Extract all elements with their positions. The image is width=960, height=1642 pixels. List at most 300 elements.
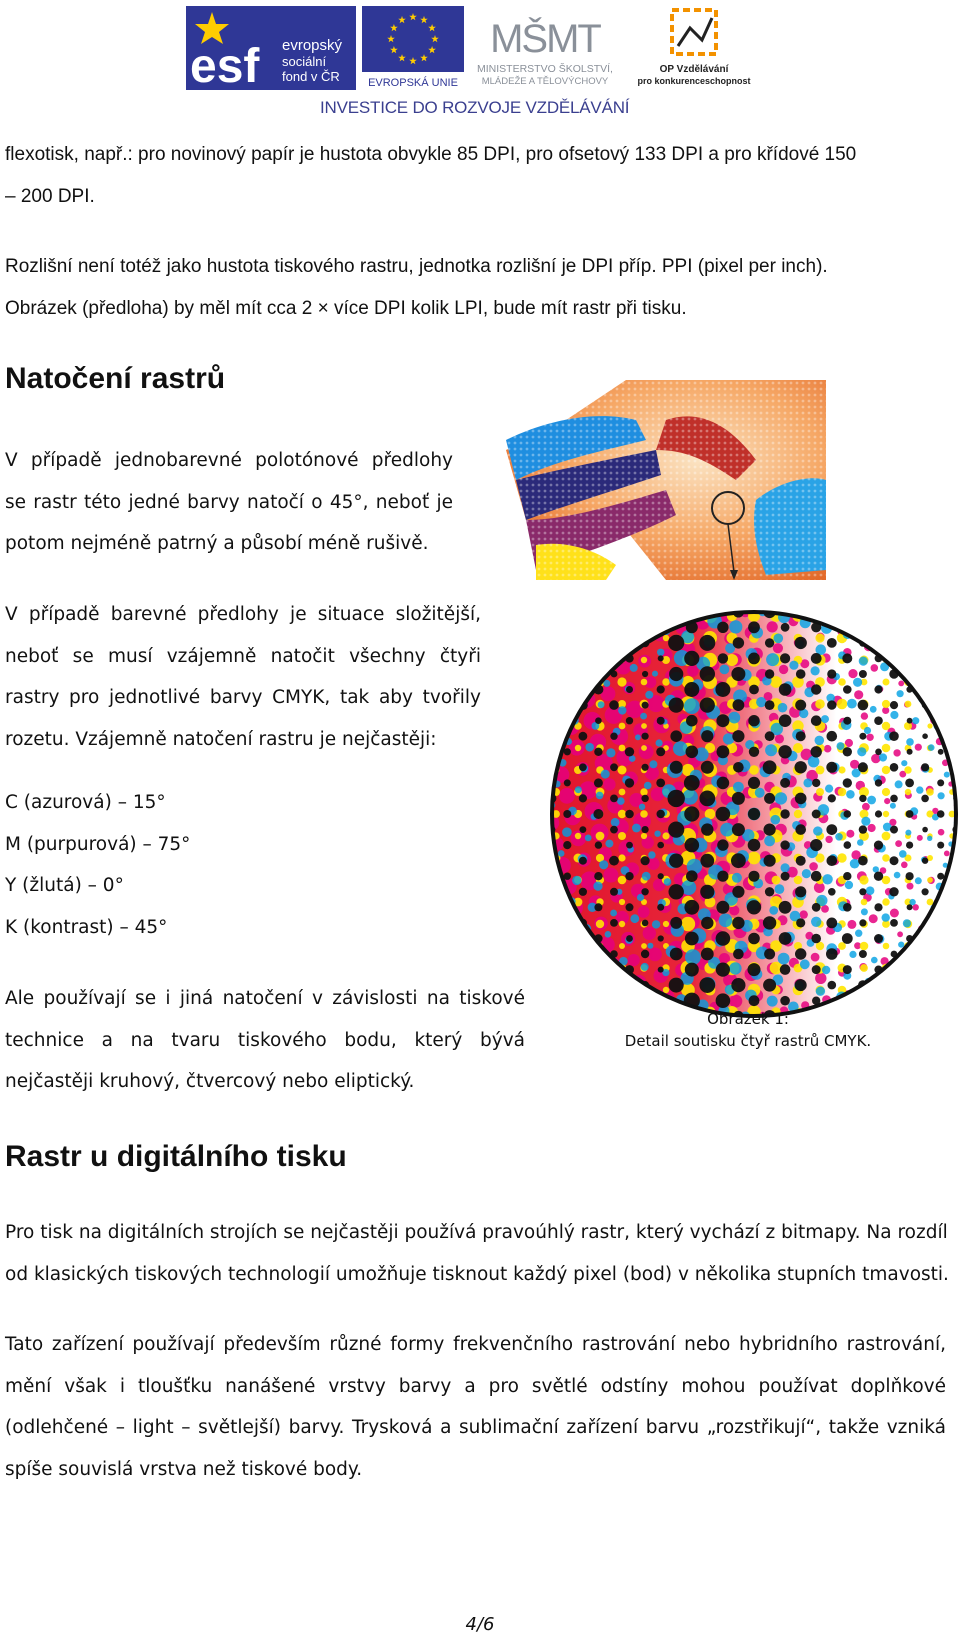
halftone-dot xyxy=(844,841,852,849)
halftone-dot xyxy=(765,744,777,756)
halftone-dot xyxy=(905,987,911,993)
halftone-dot xyxy=(794,810,802,818)
halftone-dot xyxy=(550,619,560,629)
halftone-dot xyxy=(673,741,688,756)
halftone-dot xyxy=(779,665,788,674)
halftone-dot xyxy=(822,874,832,884)
halftone-dot xyxy=(652,671,658,677)
halftone-dot xyxy=(617,677,626,686)
halftone-dot xyxy=(548,608,555,615)
halftone-dot xyxy=(843,778,852,787)
halftone-dot xyxy=(717,839,728,850)
halftone-dot xyxy=(669,667,683,681)
halftone-dot xyxy=(635,734,641,740)
halftone-dot xyxy=(663,987,669,993)
halftone-dot xyxy=(862,803,870,811)
halftone-dot xyxy=(859,919,866,926)
halftone-dot xyxy=(921,763,929,771)
halftone-dot xyxy=(920,947,926,953)
halftone-dot xyxy=(656,747,665,756)
halftone-dot xyxy=(657,842,664,849)
halftone-dot xyxy=(596,656,604,664)
halftone-dot xyxy=(576,945,585,954)
msmt-line1: MINISTERSTVO ŠKOLSTVÍ, xyxy=(477,63,613,75)
halftone-dot xyxy=(641,963,649,971)
angle-cyan: C (azurová) – 15° xyxy=(5,792,166,813)
halftone-dot xyxy=(925,696,931,702)
halftone-dot xyxy=(630,664,638,672)
halftone-dot xyxy=(886,637,893,644)
halftone-dot xyxy=(625,810,634,819)
halftone-dot xyxy=(850,760,859,769)
halftone-dot xyxy=(924,946,931,953)
angle-magenta: M (purpurová) – 75° xyxy=(5,833,191,855)
section-heading-digital: Rastr u digitálního tisku xyxy=(5,1140,347,1173)
halftone-dot xyxy=(775,884,785,894)
halftone-dot xyxy=(604,616,620,632)
halftone-dot xyxy=(925,926,931,932)
halftone-dot xyxy=(778,703,788,713)
halftone-dot xyxy=(810,839,822,851)
halftone-dot xyxy=(670,608,683,618)
halftone-dot xyxy=(908,989,915,996)
text-line: rastry pro jednotlivé barvy CMYK, tak aby tvořily xyxy=(5,687,481,708)
halftone-dot xyxy=(952,910,959,917)
halftone-dot xyxy=(548,886,554,899)
halftone-dot xyxy=(765,700,775,710)
halftone-dot xyxy=(904,612,911,619)
halftone-dot xyxy=(644,782,652,790)
halftone-dot xyxy=(566,988,574,996)
halftone-dot xyxy=(552,612,559,619)
halftone-dot xyxy=(847,699,857,709)
halftone-dot xyxy=(618,706,626,714)
halftone-dot xyxy=(669,608,683,614)
halftone-dot xyxy=(657,685,665,693)
halftone-dot xyxy=(618,810,626,818)
halftone-dot xyxy=(701,761,714,774)
text-line: Obrázek (předloha) by měl mít cca 2 × více DPI kolik LPI, bude mít rastr při tisku. xyxy=(5,297,687,319)
halftone-dot xyxy=(890,909,899,918)
halftone-dot xyxy=(641,723,647,729)
halftone-dot xyxy=(922,733,928,739)
halftone-dot xyxy=(882,854,890,862)
eu-label: EVROPSKÁ UNIE xyxy=(368,77,458,89)
halftone-dot xyxy=(580,826,587,833)
halftone-dot xyxy=(774,634,784,644)
halftone-dot xyxy=(875,779,882,786)
halftone-dot xyxy=(590,645,603,658)
halftone-dot xyxy=(771,815,781,825)
halftone-dot xyxy=(610,888,618,896)
halftone-dot xyxy=(935,648,941,654)
halftone-dot xyxy=(927,836,932,841)
halftone-dot xyxy=(859,795,866,802)
halftone-dot xyxy=(890,919,898,927)
halftone-dot xyxy=(605,931,612,938)
halftone-dot xyxy=(927,723,932,728)
halftone-dot xyxy=(748,839,761,852)
section1-paragraph-3 xyxy=(5,978,525,1103)
halftone-dot xyxy=(937,686,944,693)
angle-black: K (kontrast) – 45° xyxy=(5,916,168,938)
halftone-dot xyxy=(882,913,890,921)
halftone-dot xyxy=(748,852,761,865)
halftone-dot xyxy=(890,701,898,709)
halftone-dot xyxy=(559,788,575,804)
halftone-dot xyxy=(670,761,683,774)
halftone-dot xyxy=(949,723,955,729)
halftone-dot xyxy=(748,653,760,665)
halftone-dot xyxy=(922,608,929,615)
halftone-dot xyxy=(904,964,912,972)
halftone-dot xyxy=(883,679,890,686)
halftone-dot xyxy=(816,766,825,775)
halftone-dot xyxy=(552,876,561,885)
text-line: potom nejméně patrný a působí méně rušivě. xyxy=(5,533,429,554)
halftone-dot xyxy=(731,978,745,992)
halftone-dot xyxy=(594,748,602,756)
halftone-dot xyxy=(626,935,633,942)
halftone-dot xyxy=(882,700,890,708)
halftone-dot xyxy=(652,920,660,928)
halftone-dot xyxy=(641,795,648,802)
halftone-dot xyxy=(838,942,846,950)
halftone-dot xyxy=(906,810,914,818)
halftone-dot xyxy=(927,679,932,684)
halftone-dot xyxy=(686,746,699,759)
halftone-dot xyxy=(580,671,587,678)
halftone-dot xyxy=(699,791,715,807)
halftone-dot xyxy=(815,973,826,984)
halftone-dot xyxy=(843,685,852,694)
halftone-dot xyxy=(731,853,746,868)
halftone-dot xyxy=(685,838,700,853)
halftone-dot xyxy=(906,966,913,973)
text-line: technice a na tvaru tiskového bodu, který bývá xyxy=(5,1029,525,1051)
halftone-dot xyxy=(575,657,581,663)
halftone-dot xyxy=(795,637,807,649)
halftone-dot xyxy=(908,648,915,655)
halftone-dot xyxy=(748,808,760,820)
halftone-dot xyxy=(553,1009,560,1016)
halftone-dot xyxy=(890,856,899,865)
halftone-dot xyxy=(579,608,586,615)
halftone-dot xyxy=(927,877,933,883)
halftone-dot xyxy=(907,883,914,890)
halftone-dot xyxy=(929,627,935,633)
halftone-dot xyxy=(951,659,958,666)
halftone-dot xyxy=(642,826,649,833)
halftone-dot xyxy=(767,621,778,632)
halftone-dot xyxy=(598,609,607,618)
halftone-dot xyxy=(907,749,913,755)
halftone-dot xyxy=(548,981,556,989)
halftone-dot xyxy=(890,803,896,809)
halftone-dot xyxy=(585,835,592,842)
halftone-dot xyxy=(866,734,873,741)
halftone-dot xyxy=(843,903,852,912)
halftone-dot xyxy=(573,1011,590,1020)
halftone-dot xyxy=(859,825,867,833)
halftone-dot xyxy=(577,608,586,613)
halftone-dot xyxy=(914,969,920,975)
halftone-dot xyxy=(939,701,947,709)
halftone-dot xyxy=(699,977,715,993)
halftone-dot xyxy=(899,850,907,858)
halftone-dot xyxy=(892,962,899,969)
halftone-dot xyxy=(670,917,682,929)
halftone-dot xyxy=(883,635,890,642)
halftone-dot xyxy=(939,920,945,926)
halftone-dot xyxy=(642,733,649,740)
halftone-dot xyxy=(811,715,822,726)
halftone-dot xyxy=(892,659,898,665)
halftone-dot xyxy=(615,979,621,985)
halftone-dot xyxy=(858,856,868,866)
halftone-dot xyxy=(922,671,928,677)
halftone-dot xyxy=(716,714,729,727)
halftone-dot xyxy=(732,792,745,805)
halftone-dot xyxy=(550,926,567,943)
halftone-dot xyxy=(779,714,792,727)
halftone-dot xyxy=(875,749,882,756)
halftone-dot xyxy=(563,810,571,818)
halftone-dot xyxy=(574,634,581,641)
halftone-dot xyxy=(643,927,656,940)
halftone-dot xyxy=(922,858,928,864)
halftone-dot xyxy=(883,613,890,620)
halftone-dot xyxy=(687,665,699,677)
op-line1: OP Vzdělávání xyxy=(659,64,729,75)
halftone-dot xyxy=(699,635,715,651)
halftone-dot xyxy=(576,696,583,703)
halftone-dot xyxy=(728,712,740,724)
halftone-dot xyxy=(641,888,648,895)
halftone-dot xyxy=(924,1017,929,1020)
halftone-dot xyxy=(641,745,647,751)
halftone-dot xyxy=(949,871,956,878)
halftone-dot xyxy=(579,950,587,958)
halftone-dot xyxy=(780,996,790,1006)
halftone-dot xyxy=(603,778,615,790)
halftone-dot xyxy=(772,876,781,885)
halftone-dot xyxy=(593,882,602,891)
halftone-dot xyxy=(762,608,771,610)
halftone-dot xyxy=(686,715,698,727)
halftone-dot xyxy=(548,888,555,895)
halftone-dot xyxy=(858,762,868,772)
text-line: V případě barevné předlohy je situace složitější, xyxy=(5,604,481,625)
halftone-dot xyxy=(905,997,913,1005)
halftone-dot xyxy=(635,984,643,992)
halftone-dot xyxy=(870,614,879,623)
msmt-line2: MLÁDEŽE A TĚLOVÝCHOVY xyxy=(481,76,609,87)
halftone-dot xyxy=(874,685,882,693)
halftone-dot xyxy=(916,786,923,793)
halftone-dot xyxy=(668,635,684,651)
halftone-dot xyxy=(564,624,571,631)
halftone-dot xyxy=(953,609,959,615)
halftone-dot xyxy=(795,700,806,711)
halftone-dot xyxy=(893,621,899,627)
halftone-dot xyxy=(815,699,825,709)
halftone-dot xyxy=(656,779,665,788)
halftone-dot xyxy=(842,933,853,944)
halftone-dot xyxy=(553,899,560,906)
halftone-dot xyxy=(898,942,904,948)
halftone-dot xyxy=(882,722,890,730)
halftone-dot xyxy=(564,935,571,942)
halftone-dot xyxy=(773,643,783,653)
halftone-dot xyxy=(557,697,574,714)
halftone-dot xyxy=(642,872,651,881)
halftone-dot xyxy=(905,701,912,708)
halftone-dot xyxy=(955,979,960,987)
halftone-dot xyxy=(890,795,898,803)
halftone-dot xyxy=(824,745,832,753)
halftone-dot xyxy=(603,868,618,883)
halftone-dot xyxy=(577,608,594,617)
halftone-dot xyxy=(905,635,911,641)
halftone-dot xyxy=(563,841,571,849)
halftone-dot xyxy=(949,657,956,664)
halftone-dot xyxy=(915,877,922,884)
halftone-dot xyxy=(642,920,649,927)
halftone-dot xyxy=(938,792,945,799)
halftone-dot xyxy=(953,702,959,708)
halftone-dot xyxy=(843,996,852,1005)
halftone-dot xyxy=(949,613,955,619)
halftone-dot xyxy=(595,717,602,724)
halftone-dot xyxy=(619,899,625,905)
halftone-dot xyxy=(701,948,714,961)
halftone-dot xyxy=(594,778,603,787)
halftone-hand-image xyxy=(506,380,826,580)
halftone-dot xyxy=(953,671,960,678)
halftone-dot xyxy=(654,831,660,837)
halftone-dot xyxy=(883,811,889,817)
halftone-dot xyxy=(927,899,934,906)
halftone-dot xyxy=(619,789,626,796)
halftone-dot xyxy=(831,608,842,615)
halftone-dot xyxy=(901,862,908,869)
halftone-dot xyxy=(763,979,776,992)
halftone-dot xyxy=(596,964,604,972)
halftone-dot xyxy=(816,987,825,996)
halftone-dot xyxy=(662,612,670,620)
halftone-dot xyxy=(641,608,650,616)
halftone-dot xyxy=(685,932,699,946)
halftone-dot xyxy=(574,671,588,685)
halftone-dot xyxy=(937,779,944,786)
halftone-dot xyxy=(548,731,557,741)
halftone-dot xyxy=(658,967,664,973)
halftone-dot xyxy=(748,933,760,945)
halftone-dot xyxy=(843,965,852,974)
halftone-dot xyxy=(874,872,883,881)
halftone-dot xyxy=(749,765,759,775)
halftone-dot xyxy=(701,823,713,835)
halftone-dot xyxy=(811,871,822,882)
halftone-dot xyxy=(548,700,557,710)
halftone-dot xyxy=(935,974,942,981)
halftone-dot xyxy=(641,679,648,686)
halftone-dot xyxy=(766,653,779,666)
halftone-dot xyxy=(949,701,956,708)
halftone-dot xyxy=(551,743,560,752)
halftone-dot xyxy=(765,638,774,647)
halftone-dot xyxy=(596,792,604,800)
text-line: neboť se musí vzájemně natočit všechny čtyři xyxy=(5,645,481,667)
halftone-dot xyxy=(700,885,714,899)
halftone-dot xyxy=(594,997,602,1005)
halftone-dot xyxy=(572,968,579,975)
halftone-dot xyxy=(574,986,583,995)
header-slogan: INVESTICE DO ROZVOJE VZDĚLÁVÁNÍ xyxy=(320,98,630,117)
halftone-dot xyxy=(843,717,851,725)
halftone-dot xyxy=(860,999,867,1006)
halftone-dot xyxy=(763,760,777,774)
halftone-dot xyxy=(868,824,876,832)
halftone-dot xyxy=(909,899,915,905)
halftone-dot xyxy=(641,943,647,949)
halftone-dot xyxy=(796,731,806,741)
halftone-dot xyxy=(795,886,806,897)
text-line: (odlehčené – light – světlejší) barvy. Trysková a sublimační zařízení barvu „rozstřikují“, takže vzniká xyxy=(5,1417,946,1438)
halftone-dot xyxy=(585,743,594,752)
halftone-dot xyxy=(949,987,955,993)
halftone-dot xyxy=(588,984,605,1001)
halftone-dot xyxy=(855,930,862,937)
halftone-dot xyxy=(906,872,914,880)
halftone-dot xyxy=(669,978,684,993)
halftone-dot xyxy=(593,974,599,980)
halftone-dot xyxy=(729,962,741,974)
halftone-dot xyxy=(870,706,877,713)
halftone-dot xyxy=(575,786,582,793)
halftone-dot xyxy=(618,876,627,885)
halftone-dot xyxy=(859,733,866,740)
halftone-dot xyxy=(626,842,633,849)
halftone-dot xyxy=(594,903,602,911)
halftone-dot xyxy=(548,639,555,646)
halftone-dot xyxy=(922,888,929,895)
text-line: V případě jednobarevné polotónové předlohy xyxy=(5,450,453,471)
halftone-dot xyxy=(765,731,775,741)
esf-line3: fond v ČR xyxy=(282,69,340,84)
halftone-dot xyxy=(555,940,564,949)
halftone-dot xyxy=(914,653,920,659)
halftone-dot xyxy=(657,649,664,656)
halftone-dot xyxy=(803,778,812,787)
halftone-dot xyxy=(575,833,581,839)
halftone-dot xyxy=(560,668,569,677)
halftone-dot xyxy=(610,763,618,771)
halftone-dot xyxy=(579,639,587,647)
halftone-dot xyxy=(609,856,619,866)
halftone-dot xyxy=(886,979,894,987)
halftone-dot xyxy=(859,888,866,895)
halftone-dot xyxy=(642,702,649,709)
halftone-dot xyxy=(656,739,663,746)
halftone-dot xyxy=(575,745,581,751)
halftone-dot xyxy=(893,1000,900,1007)
halftone-dot xyxy=(883,943,890,950)
halftone-dot xyxy=(618,612,626,620)
halftone-dot xyxy=(610,979,626,995)
halftone-dot xyxy=(700,854,714,868)
